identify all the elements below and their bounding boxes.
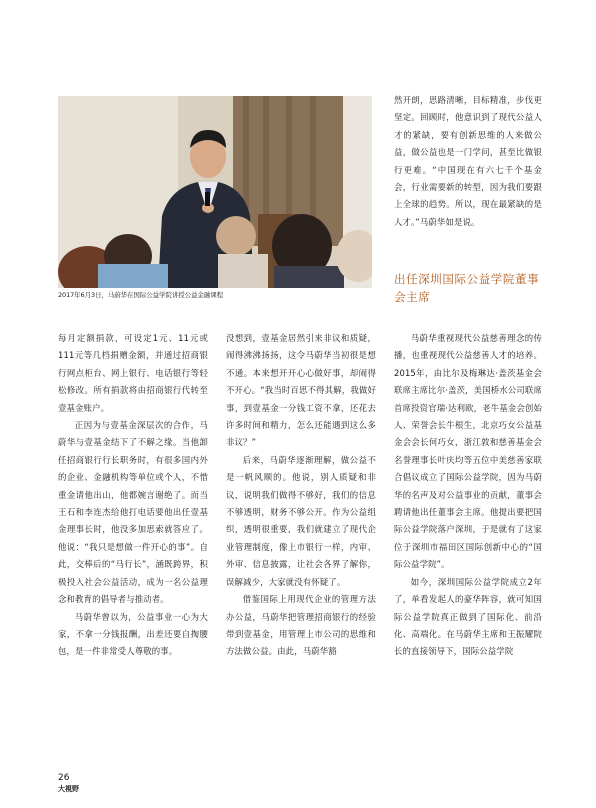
lecture-scene-image (58, 96, 372, 288)
section-heading: 出任深圳国际公益学院董事会主席 (394, 272, 540, 304)
paragraph: 马蔚华重视现代公益慈善理念的传播，也重视现代公益慈善人才的培养。2015年，由比尔及梅琳达·盖茨基金会联席主席比尔·盖茨，美国桥水公司联席首席投资官瑞·达利欧，老牛基金会创始人、荣誉会长牛根生，北京巧女公益基金会会长何巧女，浙江敦和慈善基金会名誉理事长叶庆均等五位中美慈善家联合倡议成立了国际公益学院，因为马蔚华的名声及对公益事业的贡献，董事会聘请他出任董事会主席。他提出要把国际公益学院落户深圳，于是就有了这家位于深圳市福田区国际创新中心的“国际公益学院”。 (394, 333, 542, 570)
text-column-3 (394, 330, 542, 661)
paragraph: 如今，深圳国际公益学院成立2年了，单看发起人的豪华阵容，就可知国际公益学院真正做到了国际化、前沿化、高端化。在马蔚华主席和王振耀院长的直接领导下，国际公益学院 (394, 576, 542, 657)
text-column-1 (58, 330, 208, 661)
photo-caption: 2017年6月3日，马蔚华在国际公益学院讲授公益金融课程 (58, 291, 224, 299)
paragraph: 马蔚华曾以为，公益事业一心为大家，不拿一分钱报酬，出差还要自掏腰包，是一件非常受人尊敬的事。 (58, 611, 208, 657)
paragraph: 每月定额捐款，可设定1元、11元或111元等几档捐赠金额，并通过招商银行网点柜台、网上银行、电话银行等轻松修改。所有捐款将由招商银行代转至壹基金账户。 (58, 333, 208, 413)
top-right-text (394, 92, 542, 231)
paragraph: 后来，马蔚华逐渐理解，做公益不是一帆风顺的。他说，别人质疑和非议，说明我们做得不够好，我们的信息不够透明，财务不够公开。作为公益组织，透明很重要，我们就建立了现代企业管理制度，像上市银行一样，内审、外审、信息披露，让社会各界了解你，误解减少，大家就没有怀疑了。 (226, 454, 376, 587)
text-column-2 (226, 330, 376, 661)
speaker-photo (58, 96, 372, 288)
page-number: 26 (58, 773, 70, 783)
paragraph: 正因为与壹基金深层次的合作，马蔚华与壹基金结下了不解之缘。当他卸任招商银行行长职务时，有很多国内外的企业、金融机构等单位或个人，不惜重金请他出山，他都婉言谢绝了。而当王石和李连杰给他打电话要他出任壹基金理事长时，他没多加思索就答应了。他说：“我只是想做一件开心的事”。自此，交棒后的“马行长”，涵既跨界，积极投入社会公益活动，成为一名公益理念和教育的倡导者与推动者。 (58, 420, 208, 605)
magazine-logo: 大視野 (58, 784, 79, 793)
paragraph: 没想到，壹基金居然引来非议和质疑，闹得沸沸扬扬，这令马蔚华当初很是想不通。本来想开开心心做好事，却闹得不开心。“我当时百思不得其解，我做好事，到壹基金一分钱工资不拿，还花去许多时间和精力，怎么还能遇到这么多非议？” (226, 333, 376, 448)
paragraph: 然开朗，思路清晰，目标精准，步伐更坚定。回顾时，他意识到了现代公益人才的紧缺，要有创新思维的人来做公益，做公益也是一门学问，甚至比做银行更难。“中国现在有六七千个基金会，行业需要新的转型，因为我们要跟上全球的趋势。所以，现在最紧缺的是人才。”马蔚华如是说。 (394, 95, 542, 227)
paragraph: 借鉴国际上用现代企业的管理方法办公益，马蔚华把管理招商银行的经验带到壹基金，用管理上市公司的思维和方法做公益。由此，马蔚华豁 (226, 594, 376, 657)
